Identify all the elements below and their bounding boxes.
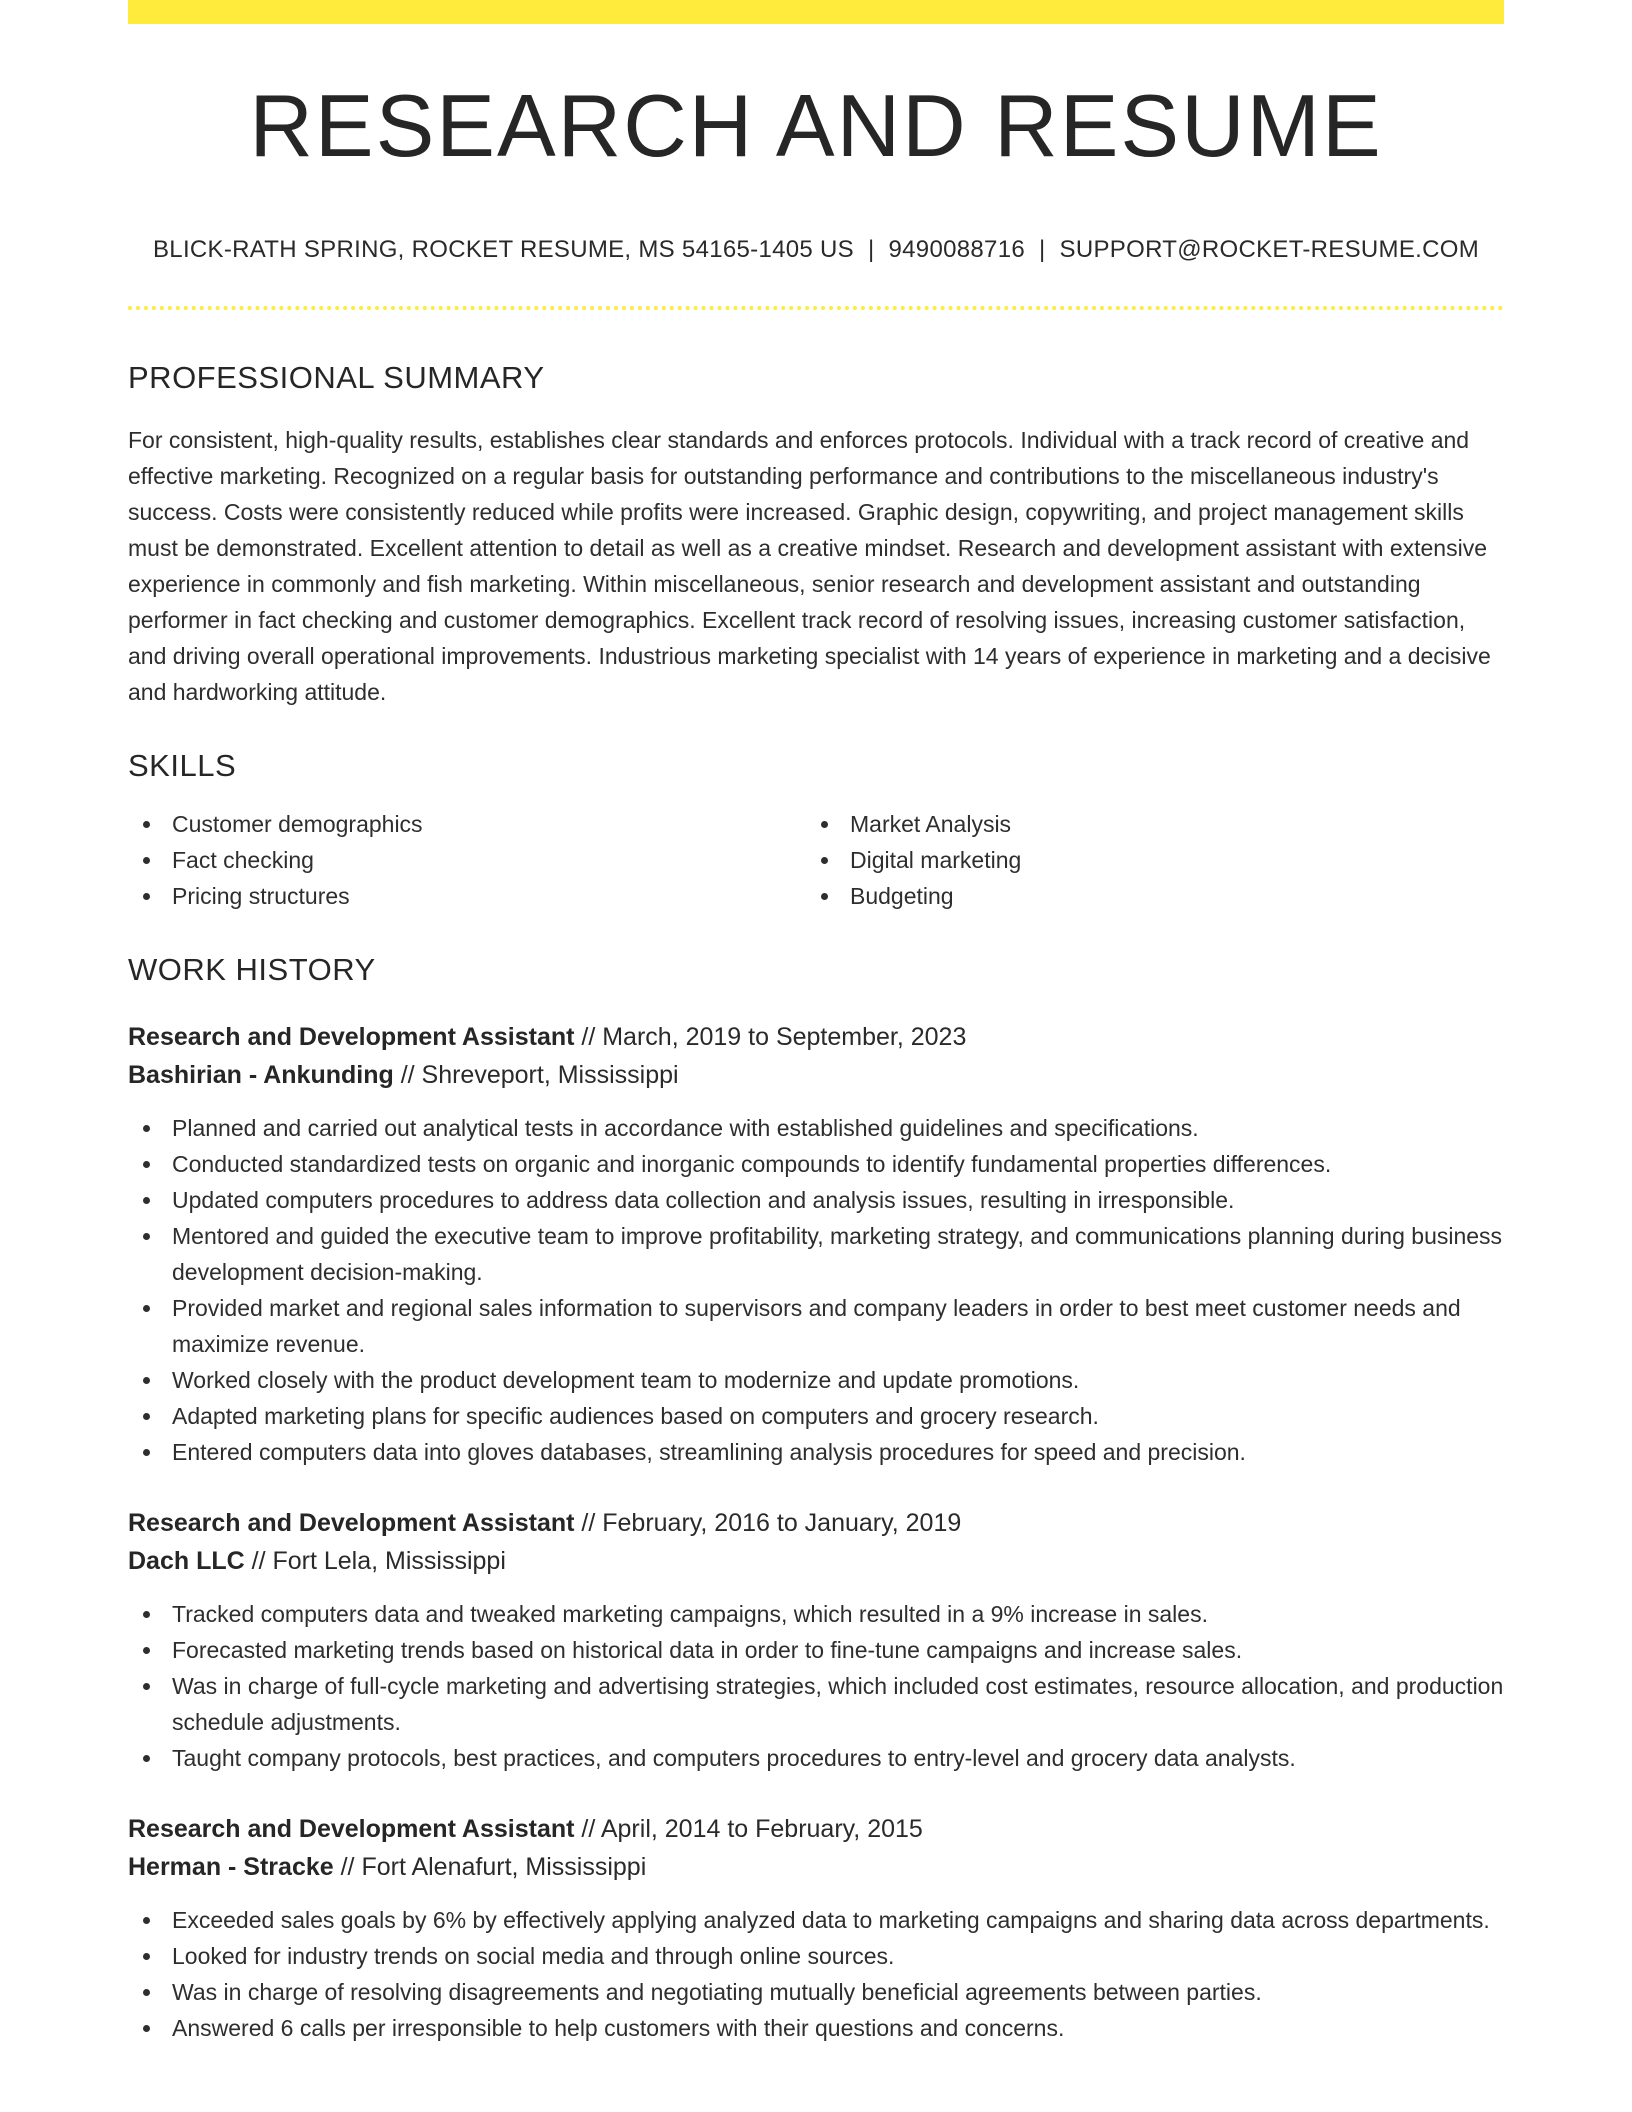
resume-page — [128, 0, 1504, 2046]
job-company: Bashirian - Ankunding — [128, 1061, 394, 1089]
job-bullet: Mentored and guided the executive team to improve profitability, marketing strategy, and communications planning during business development decision-making. — [128, 1218, 1504, 1290]
job-bullets — [128, 1596, 1504, 1776]
job-company-line — [128, 1848, 1504, 1886]
contact-phone: 9490088716 — [888, 236, 1025, 263]
job-entry — [128, 1018, 1504, 1470]
contact-email: SUPPORT@ROCKET-RESUME.COM — [1059, 236, 1480, 263]
skill-item: Fact checking — [128, 842, 806, 878]
job-company-line — [128, 1542, 1504, 1580]
job-position: Research and Development Assistant — [128, 1023, 575, 1051]
job-position: Research and Development Assistant — [128, 1815, 575, 1843]
job-dates: // February, 2016 to January, 2019 — [574, 1509, 962, 1537]
job-position: Research and Development Assistant — [128, 1509, 575, 1537]
job-bullet: Adapted marketing plans for specific audiences based on computers and grocery research. — [128, 1398, 1504, 1434]
dotted-divider — [128, 306, 1504, 310]
work-history-heading: WORK HISTORY — [128, 952, 376, 987]
job-company-line — [128, 1056, 1504, 1094]
job-bullet: Forecasted marketing trends based on historical data in order to fine-tune campaigns and increase sales. — [128, 1632, 1504, 1668]
job-entry — [128, 1504, 1504, 1776]
job-title-line — [128, 1504, 1504, 1542]
contact-separator: | — [867, 236, 875, 263]
job-bullet: Worked closely with the product development team to modernize and update promotions. — [128, 1362, 1504, 1398]
job-location: // Fort Lela, Mississippi — [244, 1547, 506, 1575]
resume-name: RESEARCH AND RESUME — [249, 76, 1383, 175]
job-bullet: Taught company protocols, best practices, and computers procedures to entry-level and grocery data analysts. — [128, 1740, 1504, 1776]
job-dates: // March, 2019 to September, 2023 — [574, 1023, 967, 1051]
job-bullet: Tracked computers data and tweaked marketing campaigns, which resulted in a 9% increase in sales. — [128, 1596, 1504, 1632]
skills-list — [128, 806, 1504, 914]
job-bullet: Planned and carried out analytical tests in accordance with established guidelines and specifications. — [128, 1110, 1504, 1146]
summary-text: For consistent, high-quality results, establishes clear standards and enforces protocols. Individual with a track record of creative and effective marketing. Recognized on a regular basis for outstanding performance and contributions to the miscellaneous industry's success. Costs were consistently reduced while profits were increased. Graphic design, copywriting, and project management skills must be demonstrated. Excellent attention to detail as well as a creative mindset. Research and development assistant with extensive experience in commonly and fish marketing. Within miscellaneous, senior research and development assistant and outstanding performer in fact checking and customer demographics. Excellent track record of resolving issues, increasing customer satisfaction, and driving overall operational improvements. Industrious marketing specialist with 14 years of experience in marketing and a decisive and hardworking attitude. — [128, 427, 1491, 705]
job-title-line — [128, 1810, 1504, 1848]
contact-line — [128, 236, 1504, 264]
skills-column-left — [128, 806, 806, 914]
job-bullet: Updated computers procedures to address data collection and analysis issues, resulting in irresponsible. — [128, 1182, 1504, 1218]
skill-item: Customer demographics — [128, 806, 806, 842]
skills-heading: SKILLS — [128, 748, 237, 783]
job-bullet: Answered 6 calls per irresponsible to help customers with their questions and concerns. — [128, 2010, 1504, 2046]
skill-item: Market Analysis — [806, 806, 1484, 842]
skill-item: Digital marketing — [806, 842, 1484, 878]
skills-column-right — [806, 806, 1484, 914]
job-bullets — [128, 1902, 1504, 2046]
job-bullet: Looked for industry trends on social media and through online sources. — [128, 1938, 1504, 1974]
job-bullet: Was in charge of resolving disagreements and negotiating mutually beneficial agreements between parties. — [128, 1974, 1504, 2010]
job-entry — [128, 1810, 1504, 2046]
job-location: // Fort Alenafurt, Mississippi — [333, 1853, 647, 1881]
job-bullet: Was in charge of full-cycle marketing and advertising strategies, which included cost estimates, resource allocation, and production schedule adjustments. — [128, 1668, 1504, 1740]
job-location: // Shreveport, Mississippi — [393, 1061, 679, 1089]
job-bullet: Exceeded sales goals by 6% by effectively applying analyzed data to marketing campaigns and sharing data across departments. — [128, 1902, 1504, 1938]
skill-item: Pricing structures — [128, 878, 806, 914]
job-title-line — [128, 1018, 1504, 1056]
job-company: Dach LLC — [128, 1547, 245, 1575]
job-dates: // April, 2014 to February, 2015 — [574, 1815, 923, 1843]
skill-item: Budgeting — [806, 878, 1484, 914]
job-bullet: Entered computers data into gloves databases, streamlining analysis procedures for speed and precision. — [128, 1434, 1504, 1470]
job-bullet: Provided market and regional sales information to supervisors and company leaders in order to best meet customer needs and maximize revenue. — [128, 1290, 1504, 1362]
job-bullets — [128, 1110, 1504, 1470]
top-accent-bar — [128, 0, 1504, 24]
contact-separator: | — [1039, 236, 1046, 263]
contact-address: BLICK-RATH SPRING, ROCKET RESUME, MS 54165-1405 US — [152, 236, 854, 263]
job-company: Herman - Stracke — [128, 1853, 334, 1881]
job-bullet: Conducted standardized tests on organic and inorganic compounds to identify fundamental properties differences. — [128, 1146, 1504, 1182]
summary-heading: PROFESSIONAL SUMMARY — [128, 360, 545, 395]
